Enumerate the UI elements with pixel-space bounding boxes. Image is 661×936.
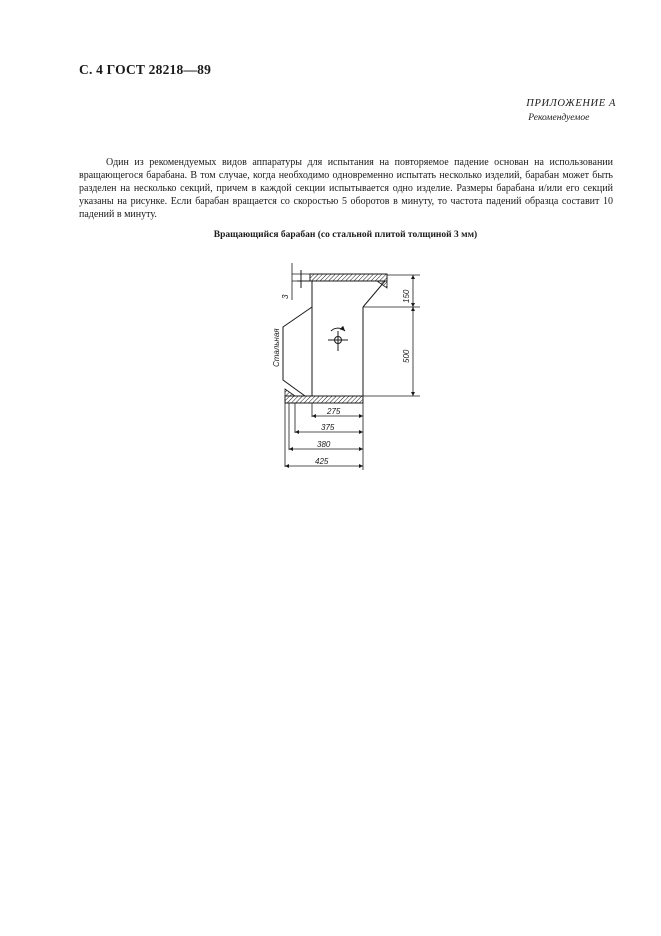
- top-steel-plate: [310, 274, 387, 281]
- thickness-label: 3: [281, 294, 290, 299]
- top-corner-wedge: [377, 281, 387, 288]
- dim-425-label: 425: [315, 457, 329, 466]
- rotation-axis-icon: [328, 328, 348, 351]
- height-dimensions: [363, 275, 420, 396]
- height-main-label: 500: [402, 349, 411, 363]
- plate-label: Стальная: [272, 328, 281, 367]
- dim-375-label: 375: [321, 423, 335, 432]
- figure-caption: Вращающийся барабан (со стальной плитой толщиной 3 мм): [213, 230, 478, 240]
- page-header: С. 4 ГОСТ 28218—89: [79, 62, 212, 77]
- bottom-corner-wedge: [285, 389, 295, 396]
- appendix-label: [526, 96, 616, 126]
- appendix-subtitle: Рекомендуемое: [528, 113, 590, 123]
- bottom-steel-plate: [285, 396, 363, 403]
- dim-380-label: 380: [317, 440, 331, 449]
- drum-outline: [283, 270, 385, 396]
- appendix-title: ПРИЛОЖЕНИЕ А: [526, 98, 616, 109]
- body-paragraph: Один из рекомендуемых видов аппаратуры для испытания на повторяемое падение основан на использовании вращающегося барабана. В том случае, когда необходимо одновременно испытать несколько изделий, барабан может быть разделен на несколько секций, причем в каждой секции испытывается одно изделие. Размеры барабана и/или его секций указаны на рисунке. Если барабан вращается со скоростью 5 оборотов в минуту, то частота падений образца составит 10 падений в минуту.: [79, 157, 613, 220]
- height-top-label: 150: [402, 289, 411, 303]
- dim-275-label: 275: [327, 407, 341, 416]
- drum-drawing: [265, 255, 435, 475]
